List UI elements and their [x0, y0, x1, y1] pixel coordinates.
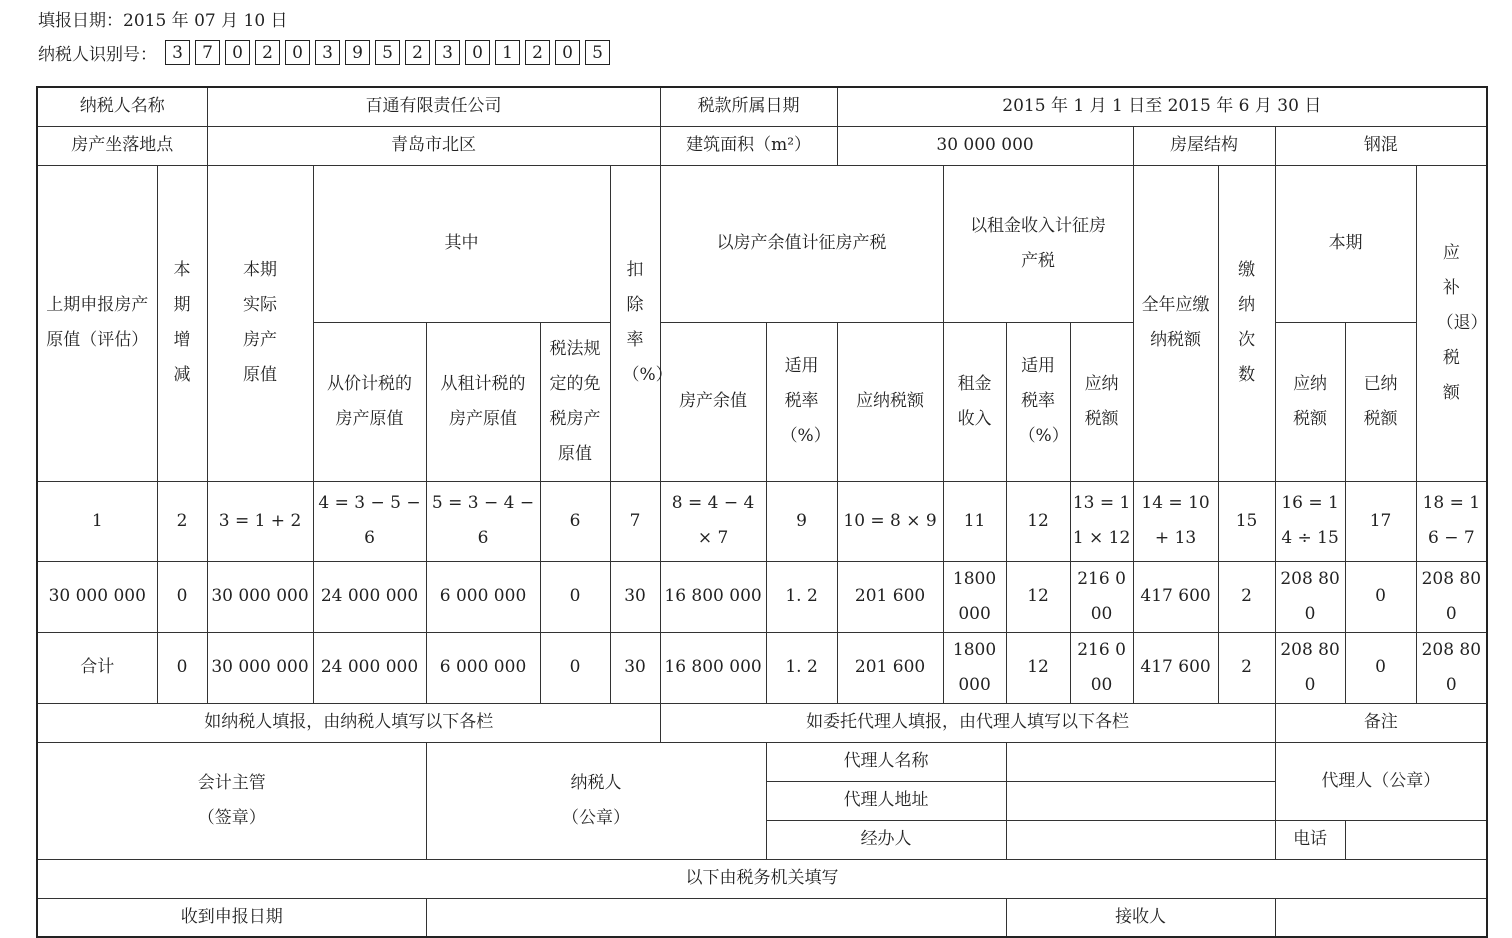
formula-cell: 3 = 1 + 2 [207, 481, 313, 561]
table-cell[interactable]: 16 800 000 [660, 632, 766, 703]
phone-label: 电话 [1275, 820, 1345, 859]
col-change: 本期增减 [157, 165, 207, 481]
tax-period-value[interactable]: 2015 年 1 月 1 日至 2015 年 6 月 30 日 [837, 87, 1487, 126]
formula-cell: 10 = 8 × 9 [837, 481, 943, 561]
structure-label: 房屋结构 [1133, 126, 1275, 165]
table-cell[interactable]: 2 [1218, 561, 1275, 632]
table-cell[interactable]: 6 000 000 [426, 561, 540, 632]
agent-name-field[interactable] [1006, 742, 1275, 781]
col-annual-tax: 全年应缴纳税额 [1133, 165, 1218, 481]
formula-cell: 18 = 16 − 7 [1416, 481, 1487, 561]
group-rent-income: 以租金收入计征房产税 [943, 165, 1133, 322]
table-cell[interactable]: 208 800 [1275, 632, 1345, 703]
formula-cell: 16 = 14 ÷ 15 [1275, 481, 1345, 561]
table-cell[interactable]: 0 [157, 561, 207, 632]
formula-cell: 5 = 3 − 4 − 6 [426, 481, 540, 561]
col-value-based: 从价计税的房产原值 [313, 322, 426, 481]
table-cell[interactable]: 1800 000 [943, 632, 1006, 703]
taxpayer-name-label: 纳税人名称 [37, 87, 207, 126]
formula-cell: 6 [540, 481, 610, 561]
table-cell[interactable]: 30 000 000 [207, 561, 313, 632]
table-cell[interactable]: 0 [540, 561, 610, 632]
formula-cell: 2 [157, 481, 207, 561]
group-current-period: 本期 [1275, 165, 1416, 322]
tin-digit[interactable]: 0 [555, 40, 580, 65]
table-cell[interactable]: 417 600 [1133, 561, 1218, 632]
formula-cell: 4 = 3 − 5 − 6 [313, 481, 426, 561]
tin-digit[interactable]: 0 [465, 40, 490, 65]
tax-office-heading: 以下由税务机关填写 [37, 859, 1487, 898]
received-date-label: 收到申报日期 [37, 898, 426, 937]
table-cell[interactable]: 24 000 000 [313, 561, 426, 632]
tin-digit[interactable]: 2 [405, 40, 430, 65]
col-deduction-rate: 扣除率（%） [610, 165, 660, 481]
table-cell[interactable]: 208 800 [1416, 561, 1487, 632]
tin-digit[interactable]: 0 [285, 40, 310, 65]
fill-date-line [38, 6, 288, 31]
tin-digit[interactable]: 2 [525, 40, 550, 65]
formula-cell: 13 = 11 × 12 [1070, 481, 1133, 561]
table-cell[interactable]: 417 600 [1133, 632, 1218, 703]
table-cell[interactable]: 30 [610, 561, 660, 632]
col-current-tax-paid: 已纳税额 [1345, 322, 1416, 481]
table-cell[interactable]: 201 600 [837, 561, 943, 632]
structure-value[interactable]: 钢混 [1275, 126, 1487, 165]
table-cell[interactable]: 0 [540, 632, 610, 703]
table-cell[interactable]: 201 600 [837, 632, 943, 703]
tin-digit[interactable]: 5 [585, 40, 610, 65]
table-cell[interactable]: 30 000 000 [37, 561, 157, 632]
group-residual-value: 以房产余值计征房产税 [660, 165, 943, 322]
table-cell[interactable]: 1800 000 [943, 561, 1006, 632]
tin-digit[interactable]: 7 [195, 40, 220, 65]
table-cell[interactable]: 0 [157, 632, 207, 703]
location-value[interactable]: 青岛市北区 [207, 126, 660, 165]
table-cell[interactable]: 0 [1345, 561, 1416, 632]
tin-digit[interactable]: 3 [165, 40, 190, 65]
col-tax-residual: 应纳税额 [837, 322, 943, 481]
table-cell[interactable]: 1. 2 [766, 632, 837, 703]
remarks-label: 备注 [1275, 703, 1487, 742]
group-qizhong: 其中 [313, 165, 610, 322]
tin-digit[interactable]: 1 [495, 40, 520, 65]
tin-digit[interactable]: 5 [375, 40, 400, 65]
col-residual-value: 房产余值 [660, 322, 766, 481]
tin-digit[interactable]: 9 [345, 40, 370, 65]
formula-row [37, 481, 1487, 561]
formula-cell: 7 [610, 481, 660, 561]
handler-label: 经办人 [766, 820, 1006, 859]
col-exempt: 税法规定的免税房产原值 [540, 322, 610, 481]
taxpayer-id-line [38, 40, 610, 65]
formula-cell: 1 [37, 481, 157, 561]
agent-address-field[interactable] [1006, 781, 1275, 820]
accounting-head-cell[interactable] [37, 742, 426, 859]
taxpayer-fill-heading: 如纳税人填报，由纳税人填写以下各栏 [37, 703, 660, 742]
agent-seal-label: 代理人（公章） [1275, 742, 1487, 820]
tax-period-label: 税款所属日期 [660, 87, 837, 126]
formula-cell: 12 [1006, 481, 1070, 561]
col-actual-original-value: 本期实际房产原值 [207, 165, 313, 481]
col-tax-rent: 应纳税额 [1070, 322, 1133, 481]
agent-fill-heading: 如委托代理人填报，由代理人填写以下各栏 [660, 703, 1275, 742]
table-cell[interactable]: 30 [610, 632, 660, 703]
table-cell[interactable]: 6 000 000 [426, 632, 540, 703]
handler-field[interactable] [1006, 820, 1275, 859]
agent-name-label: 代理人名称 [766, 742, 1006, 781]
table-cell[interactable]: 216 000 [1070, 632, 1133, 703]
taxpayer-label: 纳税人 [570, 772, 622, 793]
tin-digit[interactable]: 0 [225, 40, 250, 65]
table-cell[interactable]: 16 800 000 [660, 561, 766, 632]
total-label: 合计 [37, 632, 157, 703]
receiver-field[interactable] [1275, 898, 1487, 937]
receiver-label: 接收人 [1006, 898, 1275, 937]
formula-cell: 14 = 10 + 13 [1133, 481, 1218, 561]
fill-date-label: 填报日期： [38, 11, 123, 31]
tin-digit[interactable]: 3 [435, 40, 460, 65]
col-rent-based: 从租计税的房产原值 [426, 322, 540, 481]
accounting-head-label: 会计主管 [197, 772, 266, 793]
taxpayer-seal: （公章） [562, 807, 631, 828]
table-cell[interactable]: 216 000 [1070, 561, 1133, 632]
area-value[interactable]: 30 000 000 [837, 126, 1133, 165]
formula-cell: 15 [1218, 481, 1275, 561]
fill-date-value: 2015 年 07 月 10 日 [123, 11, 288, 31]
total-row [37, 632, 1487, 703]
tin-digit[interactable]: 3 [315, 40, 340, 65]
table-row [37, 561, 1487, 632]
formula-cell: 8 = 4 − 4 × 7 [660, 481, 766, 561]
taxpayer-id-boxes [165, 40, 610, 65]
table-cell[interactable]: 1. 2 [766, 561, 837, 632]
col-rate-rent: 适用税率（%） [1006, 322, 1070, 481]
location-label: 房产坐落地点 [37, 126, 207, 165]
tin-digit[interactable]: 2 [255, 40, 280, 65]
table-cell[interactable]: 208 800 [1416, 632, 1487, 703]
received-date-field[interactable] [426, 898, 1006, 937]
col-rate-residual: 适用税率（%） [766, 322, 837, 481]
phone-field[interactable] [1345, 820, 1487, 859]
area-label: 建筑面积（m²） [660, 126, 837, 165]
table-cell[interactable]: 208 800 [1275, 561, 1345, 632]
agent-address-label: 代理人地址 [766, 781, 1006, 820]
table-cell[interactable]: 12 [1006, 632, 1070, 703]
table-cell[interactable]: 12 [1006, 561, 1070, 632]
col-current-tax-due: 应纳税额 [1275, 322, 1345, 481]
taxpayer-name-value[interactable]: 百通有限责任公司 [207, 87, 660, 126]
taxpayer-seal-cell[interactable] [426, 742, 766, 859]
accounting-head-sign: （签章） [197, 807, 266, 828]
col-rent-income: 租金收入 [943, 322, 1006, 481]
table-cell[interactable]: 0 [1345, 632, 1416, 703]
col-prev-original-value: 上期申报房产原值（评估） [37, 165, 157, 481]
table-cell[interactable]: 30 000 000 [207, 632, 313, 703]
table-cell[interactable]: 2 [1218, 632, 1275, 703]
taxpayer-id-label: 纳税人识别号： [38, 45, 157, 65]
table-cell[interactable]: 24 000 000 [313, 632, 426, 703]
formula-cell: 9 [766, 481, 837, 561]
col-supplement-refund: 应补（退）税额 [1416, 165, 1487, 481]
formula-cell: 17 [1345, 481, 1416, 561]
property-tax-return-form [36, 86, 1488, 938]
col-payment-count: 缴纳次数 [1218, 165, 1275, 481]
formula-cell: 11 [943, 481, 1006, 561]
